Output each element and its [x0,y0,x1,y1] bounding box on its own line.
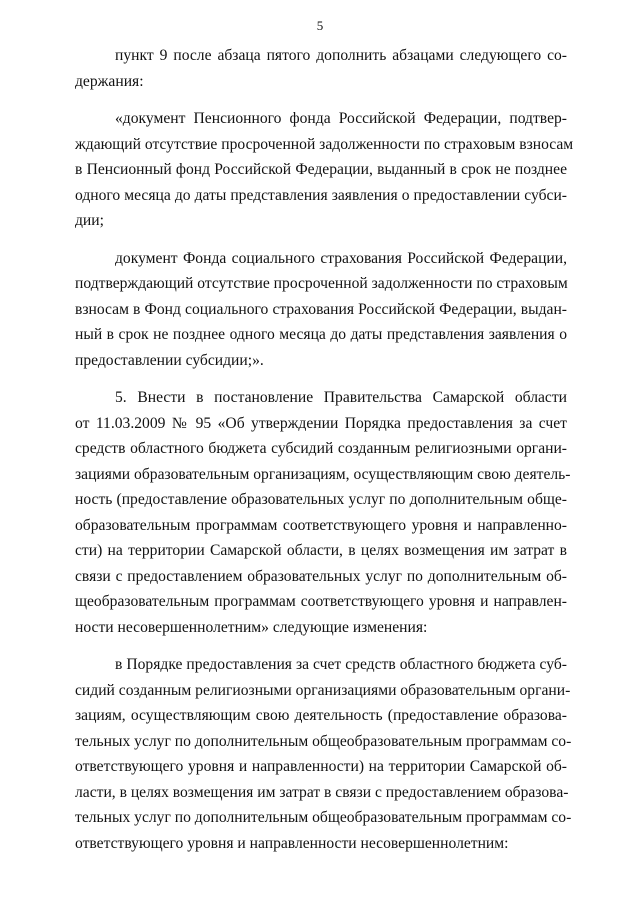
text-line: «документ Пенсионного фонда Российской Федерации, подтвер- [115,110,567,127]
text-line: тельных услуг по дополнительным общеобразовательным программам со- [75,732,572,750]
text-line: сидий созданным религиозными организациями образовательным органи- [75,681,571,699]
text-line: ждающий отсутствие просроченной задолженности по страховым взносам [75,135,574,153]
text-line: тельных услуг по дополнительным общеобразовательным программам со- [75,809,572,826]
text-line: документ Фонда социального страхования Российской Федерации, [115,249,567,267]
text-line: щеобразовательным программам соответствующего уровня и направлен- [75,593,567,610]
paragraph-gap [75,94,567,106]
document-body [75,43,574,856]
text-line: держания: [75,72,144,90]
text-line: ности несовершеннолетним» следующие изменения: [75,618,428,636]
text-line: подтверждающий отсутствие просроченной задолженности по страховым [75,275,568,292]
text-line: ласти, в целях возмещения им затрат в связи с предоставлением образова- [75,783,569,801]
text-line: образовательным программам соответствующего уровня и направленно- [75,516,567,534]
paragraph [75,106,574,234]
text-line: связи с предоставлением образовательных услуг по дополнительным об- [75,567,567,585]
text-line: дии; [75,212,104,229]
text-line: ность (предоставление образовательных услуг по дополнительным обще- [75,491,567,508]
paragraph [75,385,571,640]
paragraph [75,652,572,856]
page-number: 5 [316,18,324,33]
paragraph [75,43,567,94]
text-line: 5. Внести в постановление Правительства Самарской области [115,389,567,406]
paragraph [75,246,567,374]
text-line: зациям, осуществляющим свою деятельность (предоставление образова- [75,707,567,724]
text-line: от 11.03.2009 № 95 «Об утверждении Порядка предоставления за счет [75,414,567,432]
text-line: взносам в Фонд социального страхования Российской Федерации, выдан- [75,300,567,318]
text-line: в Порядке предоставления за счет средств областного бюджета суб- [115,656,567,673]
text-line: ответствующего уровня и направленности несовершеннолетним: [75,834,509,852]
text-line: ответствующего уровня и направленности) на территории Самарской об- [75,758,567,775]
text-line: одного месяца до даты представления заявления о предоставлении субси- [75,186,567,204]
text-line: предоставлении субсидии;». [75,351,264,369]
paragraph-gap [75,234,567,246]
text-line: зациями образовательным организациям, осуществляющим свою деятель- [75,465,571,483]
text-line: средств областного бюджета субсидий созданным религиозными органи- [75,440,567,457]
text-line: пункт 9 после абзаца пятого дополнить абзацами следующего со- [115,47,567,64]
paragraph-gap [75,373,567,385]
text-line: в Пенсионный фонд Российской Федерации, выданный в срок не позднее [75,161,567,178]
text-line: сти) на территории Самарской области, в целях возмещения им затрат в [75,542,567,559]
text-line: ный в срок не позднее одного месяца до даты представления заявления о [75,326,567,343]
paragraph-gap [75,640,567,652]
